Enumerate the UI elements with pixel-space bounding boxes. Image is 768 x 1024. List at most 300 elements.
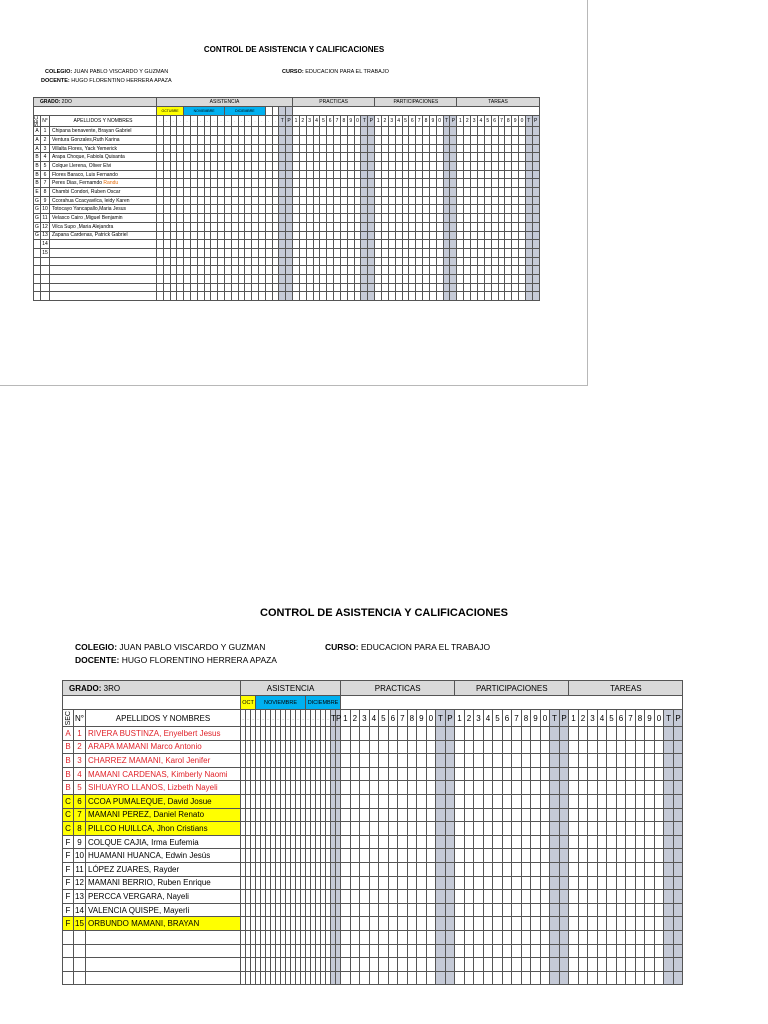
score-cell[interactable] [471, 231, 478, 240]
score-cell[interactable] [457, 170, 464, 179]
score-cell[interactable] [379, 862, 389, 876]
student-name-cell[interactable] [50, 266, 157, 275]
score-cell[interactable] [436, 794, 446, 808]
score-cell[interactable] [340, 144, 347, 153]
score-cell[interactable] [519, 162, 526, 171]
attendance-cell[interactable] [245, 283, 252, 292]
score-cell[interactable] [436, 930, 446, 944]
score-cell[interactable] [493, 849, 503, 863]
attendance-cell[interactable] [258, 188, 265, 197]
score-cell[interactable] [673, 794, 683, 808]
score-cell[interactable] [341, 862, 351, 876]
score-cell[interactable] [340, 222, 347, 231]
score-cell[interactable] [443, 257, 450, 266]
attendance-cell[interactable] [197, 292, 204, 301]
attendance-cell[interactable] [224, 135, 231, 144]
sec-cell[interactable] [34, 283, 41, 292]
score-cell[interactable] [540, 930, 550, 944]
attendance-cell[interactable] [272, 179, 279, 188]
score-cell[interactable] [360, 794, 370, 808]
score-cell[interactable] [436, 781, 446, 795]
score-cell[interactable] [491, 135, 498, 144]
score-cell[interactable] [478, 144, 485, 153]
score-cell[interactable] [382, 144, 389, 153]
attendance-cell[interactable] [197, 170, 204, 179]
score-cell[interactable] [388, 214, 395, 223]
student-name-cell[interactable] [50, 257, 157, 266]
score-cell[interactable] [588, 890, 598, 904]
attendance-cell[interactable] [211, 205, 218, 214]
score-cell[interactable] [525, 283, 532, 292]
score-cell[interactable] [505, 162, 512, 171]
score-cell[interactable] [402, 188, 409, 197]
score-cell[interactable] [505, 222, 512, 231]
attendance-cell[interactable] [184, 274, 191, 283]
score-cell[interactable] [354, 248, 361, 257]
attendance-cell[interactable] [258, 222, 265, 231]
student-name-cell[interactable] [86, 794, 241, 808]
num-cell[interactable] [41, 292, 50, 301]
score-cell[interactable] [654, 849, 664, 863]
attendance-cell[interactable] [286, 231, 293, 240]
sec-cell[interactable] [63, 971, 74, 985]
score-cell[interactable] [361, 162, 368, 171]
sec-cell[interactable]: F [63, 917, 74, 931]
score-cell[interactable] [375, 135, 382, 144]
score-cell[interactable] [429, 222, 436, 231]
score-cell[interactable] [471, 214, 478, 223]
score-cell[interactable] [313, 170, 320, 179]
score-cell[interactable] [478, 188, 485, 197]
score-cell[interactable] [334, 179, 341, 188]
score-cell[interactable] [379, 808, 389, 822]
attendance-cell[interactable] [184, 283, 191, 292]
attendance-cell[interactable] [163, 248, 170, 257]
attendance-cell[interactable] [231, 240, 238, 249]
score-cell[interactable] [664, 862, 674, 876]
score-cell[interactable] [607, 862, 617, 876]
attendance-cell[interactable] [265, 231, 272, 240]
sec-cell[interactable]: B [35, 180, 39, 187]
score-cell[interactable] [550, 822, 560, 836]
score-cell[interactable] [645, 930, 655, 944]
score-cell[interactable] [445, 944, 455, 958]
score-cell[interactable] [484, 135, 491, 144]
score-cell[interactable] [550, 754, 560, 768]
score-cell[interactable] [429, 144, 436, 153]
score-cell[interactable] [293, 266, 300, 275]
attendance-cell[interactable] [177, 214, 184, 223]
score-cell[interactable] [407, 890, 417, 904]
score-cell[interactable] [327, 196, 334, 205]
score-cell[interactable] [654, 903, 664, 917]
attendance-cell[interactable] [265, 196, 272, 205]
score-cell[interactable] [505, 188, 512, 197]
attendance-cell[interactable] [224, 292, 231, 301]
score-cell[interactable] [540, 754, 550, 768]
student-name-cell[interactable] [86, 767, 241, 781]
score-cell[interactable] [327, 188, 334, 197]
score-cell[interactable] [313, 196, 320, 205]
score-cell[interactable] [471, 153, 478, 162]
num-cell[interactable]: 4 [74, 767, 86, 781]
score-cell[interactable] [483, 917, 493, 931]
score-cell[interactable] [597, 794, 607, 808]
student-name-cell[interactable] [86, 917, 241, 931]
attendance-cell[interactable] [197, 179, 204, 188]
score-cell[interactable] [512, 849, 522, 863]
score-cell[interactable] [474, 944, 484, 958]
score-cell[interactable] [474, 890, 484, 904]
attendance-cell[interactable] [286, 274, 293, 283]
score-cell[interactable] [616, 822, 626, 836]
attendance-cell[interactable] [177, 266, 184, 275]
score-cell[interactable] [455, 890, 465, 904]
attendance-cell[interactable] [238, 170, 245, 179]
score-cell[interactable] [505, 283, 512, 292]
attendance-cell[interactable] [258, 162, 265, 171]
score-cell[interactable] [525, 214, 532, 223]
score-cell[interactable] [457, 162, 464, 171]
attendance-cell[interactable] [231, 127, 238, 136]
score-cell[interactable] [502, 958, 512, 972]
score-cell[interactable] [382, 283, 389, 292]
score-cell[interactable] [607, 958, 617, 972]
score-cell[interactable] [417, 727, 427, 741]
score-cell[interactable] [455, 930, 465, 944]
score-cell[interactable] [327, 231, 334, 240]
score-cell[interactable] [407, 740, 417, 754]
sec-cell[interactable] [34, 257, 41, 266]
attendance-cell[interactable] [252, 231, 259, 240]
score-cell[interactable] [491, 179, 498, 188]
score-cell[interactable] [457, 274, 464, 283]
score-cell[interactable] [416, 162, 423, 171]
score-cell[interactable] [645, 781, 655, 795]
attendance-cell[interactable] [238, 231, 245, 240]
score-cell[interactable] [306, 240, 313, 249]
score-cell[interactable] [484, 231, 491, 240]
attendance-cell[interactable] [170, 283, 177, 292]
attendance-cell[interactable] [177, 179, 184, 188]
score-cell[interactable] [532, 240, 539, 249]
score-cell[interactable] [443, 240, 450, 249]
score-cell[interactable] [379, 917, 389, 931]
score-cell[interactable] [299, 144, 306, 153]
attendance-cell[interactable] [224, 274, 231, 283]
attendance-cell[interactable] [170, 196, 177, 205]
score-cell[interactable] [360, 781, 370, 795]
score-cell[interactable] [368, 222, 375, 231]
attendance-cell[interactable] [258, 266, 265, 275]
score-cell[interactable] [429, 170, 436, 179]
score-cell[interactable] [525, 127, 532, 136]
attendance-cell[interactable] [211, 144, 218, 153]
attendance-cell[interactable] [218, 153, 225, 162]
score-cell[interactable] [445, 849, 455, 863]
score-cell[interactable] [626, 903, 636, 917]
score-cell[interactable] [299, 257, 306, 266]
attendance-cell[interactable] [157, 222, 164, 231]
score-cell[interactable] [532, 274, 539, 283]
score-cell[interactable] [491, 266, 498, 275]
score-cell[interactable] [471, 127, 478, 136]
attendance-cell[interactable] [272, 274, 279, 283]
score-cell[interactable] [423, 196, 430, 205]
score-cell[interactable] [445, 781, 455, 795]
score-cell[interactable] [360, 835, 370, 849]
attendance-cell[interactable] [245, 144, 252, 153]
attendance-cell[interactable] [197, 274, 204, 283]
score-cell[interactable] [588, 740, 598, 754]
score-cell[interactable] [382, 205, 389, 214]
score-cell[interactable] [443, 144, 450, 153]
attendance-cell[interactable] [190, 135, 197, 144]
score-cell[interactable] [559, 781, 569, 795]
score-cell[interactable] [512, 727, 522, 741]
score-cell[interactable] [559, 876, 569, 890]
attendance-cell[interactable] [286, 222, 293, 231]
score-cell[interactable] [320, 214, 327, 223]
sec-cell[interactable]: A [35, 145, 39, 152]
score-cell[interactable] [334, 188, 341, 197]
score-cell[interactable] [361, 170, 368, 179]
score-cell[interactable] [436, 740, 446, 754]
sec-cell[interactable]: F [63, 835, 74, 849]
score-cell[interactable] [313, 292, 320, 301]
score-cell[interactable] [457, 257, 464, 266]
score-cell[interactable] [350, 917, 360, 931]
score-cell[interactable] [382, 170, 389, 179]
score-cell[interactable] [578, 794, 588, 808]
score-cell[interactable] [327, 144, 334, 153]
attendance-cell[interactable] [204, 127, 211, 136]
score-cell[interactable] [532, 231, 539, 240]
score-cell[interactable] [347, 257, 354, 266]
score-cell[interactable] [382, 248, 389, 257]
attendance-cell[interactable] [265, 188, 272, 197]
score-cell[interactable] [299, 127, 306, 136]
score-cell[interactable] [578, 917, 588, 931]
score-cell[interactable] [350, 876, 360, 890]
score-cell[interactable] [464, 179, 471, 188]
score-cell[interactable] [569, 835, 579, 849]
attendance-cell[interactable] [224, 248, 231, 257]
score-cell[interactable] [417, 903, 427, 917]
score-cell[interactable] [464, 240, 471, 249]
attendance-cell[interactable] [279, 283, 286, 292]
attendance-cell[interactable] [265, 283, 272, 292]
score-cell[interactable] [313, 205, 320, 214]
student-name-cell[interactable] [50, 231, 157, 240]
score-cell[interactable] [361, 153, 368, 162]
score-cell[interactable] [471, 162, 478, 171]
score-cell[interactable] [306, 292, 313, 301]
score-cell[interactable] [478, 162, 485, 171]
score-cell[interactable] [607, 835, 617, 849]
score-cell[interactable] [388, 283, 395, 292]
score-cell[interactable] [569, 794, 579, 808]
score-cell[interactable] [450, 135, 457, 144]
attendance-cell[interactable] [163, 266, 170, 275]
score-cell[interactable] [299, 222, 306, 231]
score-cell[interactable] [443, 153, 450, 162]
score-cell[interactable] [388, 862, 398, 876]
attendance-cell[interactable] [286, 188, 293, 197]
score-cell[interactable] [436, 127, 443, 136]
score-cell[interactable] [521, 727, 531, 741]
student-name-cell[interactable] [86, 849, 241, 863]
attendance-cell[interactable] [265, 292, 272, 301]
attendance-cell[interactable] [211, 257, 218, 266]
score-cell[interactable] [531, 781, 541, 795]
attendance-cell[interactable] [279, 274, 286, 283]
sec-cell[interactable]: B [35, 171, 39, 178]
attendance-cell[interactable] [245, 179, 252, 188]
sec-cell[interactable]: C [63, 822, 74, 836]
attendance-cell[interactable] [190, 240, 197, 249]
score-cell[interactable] [597, 740, 607, 754]
score-cell[interactable] [398, 890, 408, 904]
score-cell[interactable] [471, 135, 478, 144]
num-cell[interactable]: 5 [74, 781, 86, 795]
attendance-cell[interactable] [258, 205, 265, 214]
score-cell[interactable] [340, 266, 347, 275]
score-cell[interactable] [388, 849, 398, 863]
attendance-cell[interactable] [265, 248, 272, 257]
num-cell[interactable]: 6 [41, 170, 50, 179]
attendance-cell[interactable] [218, 222, 225, 231]
score-cell[interactable] [519, 266, 526, 275]
attendance-cell[interactable] [204, 196, 211, 205]
score-cell[interactable] [616, 794, 626, 808]
num-cell[interactable]: 14 [74, 903, 86, 917]
score-cell[interactable] [616, 754, 626, 768]
score-cell[interactable] [540, 944, 550, 958]
score-cell[interactable] [354, 266, 361, 275]
score-cell[interactable] [293, 222, 300, 231]
score-cell[interactable] [569, 930, 579, 944]
score-cell[interactable] [388, 930, 398, 944]
score-cell[interactable] [341, 930, 351, 944]
attendance-cell[interactable] [245, 196, 252, 205]
score-cell[interactable] [423, 162, 430, 171]
score-cell[interactable] [673, 767, 683, 781]
attendance-cell[interactable] [211, 222, 218, 231]
score-cell[interactable] [341, 754, 351, 768]
score-cell[interactable] [379, 794, 389, 808]
score-cell[interactable] [388, 205, 395, 214]
attendance-cell[interactable] [272, 248, 279, 257]
score-cell[interactable] [417, 835, 427, 849]
score-cell[interactable] [483, 767, 493, 781]
attendance-cell[interactable] [258, 231, 265, 240]
score-cell[interactable] [407, 876, 417, 890]
score-cell[interactable] [525, 231, 532, 240]
score-cell[interactable] [471, 248, 478, 257]
attendance-cell[interactable] [231, 214, 238, 223]
score-cell[interactable] [379, 727, 389, 741]
attendance-cell[interactable] [157, 179, 164, 188]
score-cell[interactable] [498, 135, 505, 144]
score-cell[interactable] [664, 903, 674, 917]
score-cell[interactable] [478, 283, 485, 292]
score-cell[interactable] [347, 179, 354, 188]
attendance-cell[interactable] [157, 266, 164, 275]
attendance-cell[interactable] [190, 257, 197, 266]
score-cell[interactable] [484, 292, 491, 301]
score-cell[interactable] [521, 930, 531, 944]
score-cell[interactable] [369, 727, 379, 741]
score-cell[interactable] [673, 862, 683, 876]
attendance-cell[interactable] [245, 205, 252, 214]
score-cell[interactable] [306, 214, 313, 223]
score-cell[interactable] [493, 944, 503, 958]
score-cell[interactable] [559, 822, 569, 836]
attendance-cell[interactable] [245, 292, 252, 301]
score-cell[interactable] [478, 266, 485, 275]
score-cell[interactable] [478, 257, 485, 266]
score-cell[interactable] [340, 188, 347, 197]
score-cell[interactable] [306, 179, 313, 188]
score-cell[interactable] [395, 214, 402, 223]
score-cell[interactable] [350, 849, 360, 863]
score-cell[interactable] [354, 240, 361, 249]
score-cell[interactable] [588, 903, 598, 917]
sec-cell[interactable]: G [35, 206, 39, 213]
attendance-cell[interactable] [190, 283, 197, 292]
score-cell[interactable] [654, 930, 664, 944]
score-cell[interactable] [491, 222, 498, 231]
score-cell[interactable] [450, 153, 457, 162]
attendance-cell[interactable] [252, 257, 259, 266]
score-cell[interactable] [379, 876, 389, 890]
attendance-cell[interactable] [177, 231, 184, 240]
score-cell[interactable] [402, 135, 409, 144]
score-cell[interactable] [588, 876, 598, 890]
score-cell[interactable] [559, 862, 569, 876]
score-cell[interactable] [382, 127, 389, 136]
student-name-cell[interactable] [50, 240, 157, 249]
sec-cell[interactable]: A [35, 136, 39, 143]
score-cell[interactable] [354, 222, 361, 231]
attendance-cell[interactable] [286, 135, 293, 144]
score-cell[interactable] [341, 849, 351, 863]
score-cell[interactable] [360, 971, 370, 985]
score-cell[interactable] [423, 283, 430, 292]
score-cell[interactable] [445, 930, 455, 944]
score-cell[interactable] [436, 266, 443, 275]
score-cell[interactable] [313, 283, 320, 292]
score-cell[interactable] [635, 890, 645, 904]
attendance-cell[interactable] [211, 196, 218, 205]
attendance-cell[interactable] [184, 179, 191, 188]
score-cell[interactable] [334, 144, 341, 153]
score-cell[interactable] [559, 740, 569, 754]
attendance-cell[interactable] [272, 231, 279, 240]
score-cell[interactable] [635, 754, 645, 768]
attendance-cell[interactable] [252, 274, 259, 283]
score-cell[interactable] [306, 127, 313, 136]
score-cell[interactable] [559, 727, 569, 741]
score-cell[interactable] [616, 740, 626, 754]
attendance-cell[interactable] [286, 179, 293, 188]
score-cell[interactable] [635, 740, 645, 754]
score-cell[interactable] [569, 822, 579, 836]
attendance-cell[interactable] [272, 188, 279, 197]
score-cell[interactable] [626, 876, 636, 890]
score-cell[interactable] [407, 944, 417, 958]
